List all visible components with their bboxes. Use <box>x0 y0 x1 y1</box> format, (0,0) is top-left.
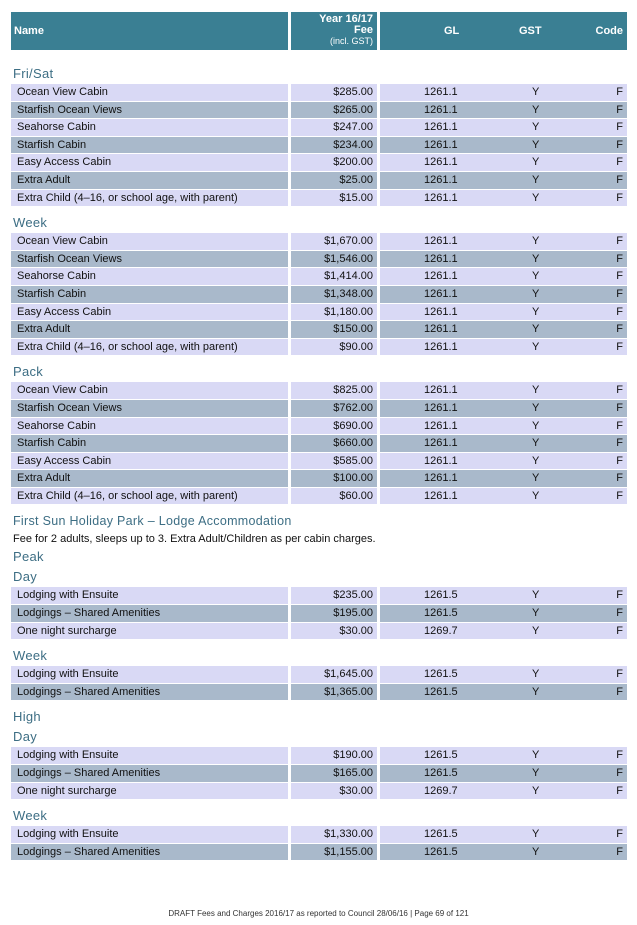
row-code: F <box>616 86 623 98</box>
row-codes <box>380 339 627 356</box>
row-name: Extra Child (4–16, or school age, with parent) <box>11 339 288 356</box>
row-code: F <box>616 235 623 248</box>
row-fee: $690.00 <box>291 418 377 435</box>
row-gst: Y <box>532 401 540 414</box>
row-fee: $200.00 <box>291 154 377 171</box>
header-fee-year: Year 16/17 <box>319 13 373 25</box>
header-name: Name <box>11 12 288 50</box>
table-row <box>11 233 627 251</box>
row-name: Ocean View Cabin <box>11 382 288 399</box>
row-gst: Y <box>532 121 540 134</box>
table-row <box>11 783 627 801</box>
row-gst: Y <box>532 252 540 265</box>
row-name: Starfish Cabin <box>11 435 288 452</box>
row-gst: Y <box>532 685 540 698</box>
row-fee: $1,414.00 <box>291 268 377 285</box>
row-code: F <box>616 472 623 485</box>
row-codes <box>380 747 627 764</box>
row-code: F <box>616 489 623 502</box>
row-codes <box>380 172 627 189</box>
row-name: Starfish Ocean Views <box>11 251 288 268</box>
row-codes <box>380 666 627 683</box>
row-gst: Y <box>532 156 540 169</box>
row-fee: $1,365.00 <box>291 684 377 701</box>
row-gst: Y <box>532 489 540 502</box>
row-gst: Y <box>532 454 540 467</box>
row-name: Lodgings – Shared Amenities <box>11 684 288 701</box>
table-row <box>11 587 627 605</box>
header-fee <box>291 12 377 50</box>
row-gst: Y <box>532 419 540 432</box>
row-gl: 1261.1 <box>424 419 458 432</box>
table-row <box>11 154 627 172</box>
fee-table <box>11 826 627 861</box>
row-gl: 1261.5 <box>424 749 458 762</box>
row-gst: Y <box>532 624 540 637</box>
row-name: Extra Adult <box>11 172 288 189</box>
row-code: F <box>616 287 623 300</box>
row-gst: Y <box>532 472 540 485</box>
row-fee: $235.00 <box>291 587 377 604</box>
row-name: Extra Child (4–16, or school age, with parent) <box>11 488 288 505</box>
row-gl: 1261.5 <box>424 685 458 698</box>
header-fee-gst-note: (incl. GST) <box>329 36 373 46</box>
row-codes <box>380 684 627 701</box>
table-row <box>11 382 627 400</box>
table-row <box>11 304 627 322</box>
table-row <box>11 102 627 120</box>
table-row <box>11 339 627 357</box>
row-name: One night surcharge <box>11 783 288 800</box>
row-name: Starfish Cabin <box>11 286 288 303</box>
section-heading: High <box>13 709 41 725</box>
row-codes <box>380 844 627 861</box>
row-gl: 1261.5 <box>424 767 458 780</box>
row-gst: Y <box>532 287 540 300</box>
table-row <box>11 453 627 471</box>
row-gst: Y <box>532 749 540 762</box>
row-code: F <box>616 607 623 620</box>
header-gl: GL <box>444 25 460 37</box>
row-name: Seahorse Cabin <box>11 418 288 435</box>
row-codes <box>380 400 627 417</box>
row-codes <box>380 321 627 338</box>
row-fee: $825.00 <box>291 382 377 399</box>
row-gl: 1261.1 <box>424 156 458 169</box>
row-code: F <box>616 419 623 432</box>
row-gst: Y <box>532 103 540 116</box>
row-code: F <box>616 121 623 134</box>
header-gst: GST <box>519 25 542 37</box>
header-code: Code <box>595 25 623 37</box>
row-gst: Y <box>532 305 540 318</box>
row-gl: 1261.5 <box>424 589 458 602</box>
row-codes <box>380 418 627 435</box>
row-name: One night surcharge <box>11 623 288 640</box>
row-gst: Y <box>532 191 540 204</box>
row-fee: $585.00 <box>291 453 377 470</box>
row-name: Easy Access Cabin <box>11 304 288 321</box>
row-fee: $25.00 <box>291 172 377 189</box>
table-row <box>11 623 627 641</box>
table-row <box>11 684 627 702</box>
row-gst: Y <box>532 828 540 841</box>
row-fee: $1,645.00 <box>291 666 377 683</box>
row-gst: Y <box>532 138 540 151</box>
row-gst: Y <box>532 845 540 858</box>
row-codes <box>380 190 627 207</box>
row-codes <box>380 251 627 268</box>
fee-table <box>11 747 627 800</box>
row-name: Extra Child (4–16, or school age, with parent) <box>11 190 288 207</box>
section-heading: Week <box>13 808 48 824</box>
table-row <box>11 84 627 102</box>
table-row <box>11 286 627 304</box>
table-row <box>11 435 627 453</box>
row-name: Starfish Ocean Views <box>11 102 288 119</box>
row-code: F <box>616 173 623 186</box>
row-name: Easy Access Cabin <box>11 154 288 171</box>
row-codes <box>380 765 627 782</box>
row-gst: Y <box>532 384 540 397</box>
fee-table <box>11 587 627 640</box>
row-gl: 1261.1 <box>424 287 458 300</box>
row-name: Lodgings – Shared Amenities <box>11 844 288 861</box>
row-codes <box>380 119 627 136</box>
section-note: Fee for 2 adults, sleeps up to 3. Extra Adult/Children as per cabin charges. <box>13 533 376 546</box>
row-gl: 1261.1 <box>424 86 458 98</box>
row-codes <box>380 102 627 119</box>
section-heading: Day <box>13 729 38 745</box>
row-fee: $265.00 <box>291 102 377 119</box>
row-codes <box>380 470 627 487</box>
table-row <box>11 172 627 190</box>
table-row <box>11 470 627 488</box>
row-codes <box>380 605 627 622</box>
row-name: Starfish Cabin <box>11 137 288 154</box>
row-code: F <box>616 103 623 116</box>
table-row <box>11 321 627 339</box>
row-fee: $30.00 <box>291 783 377 800</box>
row-code: F <box>616 138 623 151</box>
row-fee: $1,348.00 <box>291 286 377 303</box>
row-code: F <box>616 156 623 169</box>
row-fee: $1,546.00 <box>291 251 377 268</box>
row-code: F <box>616 437 623 450</box>
row-gst: Y <box>532 607 540 620</box>
table-row <box>11 844 627 862</box>
table-row <box>11 190 627 208</box>
row-gl: 1261.1 <box>424 173 458 186</box>
row-fee: $100.00 <box>291 470 377 487</box>
row-fee: $150.00 <box>291 321 377 338</box>
fee-table <box>11 233 627 356</box>
row-gl: 1261.1 <box>424 305 458 318</box>
row-gl: 1269.7 <box>424 624 458 637</box>
row-name: Ocean View Cabin <box>11 84 288 101</box>
row-gl: 1261.1 <box>424 103 458 116</box>
table-row <box>11 251 627 269</box>
header-fee-label: Fee <box>354 24 373 36</box>
row-code: F <box>616 589 623 602</box>
row-gl: 1261.1 <box>424 437 458 450</box>
row-fee: $195.00 <box>291 605 377 622</box>
row-gl: 1261.1 <box>424 340 458 353</box>
row-codes <box>380 84 627 101</box>
table-row <box>11 418 627 436</box>
row-gl: 1261.1 <box>424 323 458 336</box>
row-gl: 1261.1 <box>424 454 458 467</box>
table-row <box>11 400 627 418</box>
row-code: F <box>616 685 623 698</box>
row-code: F <box>616 749 623 762</box>
section-heading: Peak <box>13 549 44 565</box>
row-code: F <box>616 191 623 204</box>
row-fee: $60.00 <box>291 488 377 505</box>
row-code: F <box>616 828 623 841</box>
row-codes <box>380 488 627 505</box>
row-code: F <box>616 323 623 336</box>
section-heading: Pack <box>13 364 44 380</box>
section-heading: Day <box>13 569 38 585</box>
row-gl: 1261.1 <box>424 191 458 204</box>
row-name: Lodging with Ensuite <box>11 747 288 764</box>
section-gap <box>11 861 627 867</box>
row-fee: $1,180.00 <box>291 304 377 321</box>
row-codes <box>380 304 627 321</box>
row-code: F <box>616 305 623 318</box>
row-gst: Y <box>532 437 540 450</box>
row-gst: Y <box>532 784 540 797</box>
section-heading: First Sun Holiday Park – Lodge Accommodation <box>13 514 292 529</box>
row-name: Lodging with Ensuite <box>11 666 288 683</box>
row-code: F <box>616 767 623 780</box>
fee-table <box>11 382 627 505</box>
row-name: Starfish Ocean Views <box>11 400 288 417</box>
section-heading: Week <box>13 648 48 664</box>
row-code: F <box>616 784 623 797</box>
fee-table <box>11 84 627 207</box>
row-code: F <box>616 668 623 681</box>
row-fee: $660.00 <box>291 435 377 452</box>
row-code: F <box>616 252 623 265</box>
row-name: Seahorse Cabin <box>11 119 288 136</box>
row-codes <box>380 137 627 154</box>
row-fee: $15.00 <box>291 190 377 207</box>
table-header <box>11 12 627 50</box>
row-code: F <box>616 624 623 637</box>
row-gst: Y <box>532 589 540 602</box>
section-heading: Week <box>13 215 48 231</box>
row-fee: $234.00 <box>291 137 377 154</box>
row-code: F <box>616 845 623 858</box>
row-gl: 1261.1 <box>424 121 458 134</box>
row-code: F <box>616 401 623 414</box>
row-gst: Y <box>532 340 540 353</box>
row-codes <box>380 286 627 303</box>
row-code: F <box>616 340 623 353</box>
row-gl: 1261.1 <box>424 489 458 502</box>
row-code: F <box>616 454 623 467</box>
table-row <box>11 826 627 844</box>
row-gl: 1261.1 <box>424 270 458 283</box>
row-gst: Y <box>532 323 540 336</box>
row-name: Ocean View Cabin <box>11 233 288 250</box>
row-fee: $1,155.00 <box>291 844 377 861</box>
row-fee: $247.00 <box>291 119 377 136</box>
row-name: Easy Access Cabin <box>11 453 288 470</box>
row-gl: 1261.5 <box>424 668 458 681</box>
table-row <box>11 747 627 765</box>
table-row <box>11 488 627 506</box>
row-codes <box>380 587 627 604</box>
row-codes <box>380 783 627 800</box>
table-row <box>11 605 627 623</box>
table-row <box>11 119 627 137</box>
row-gst: Y <box>532 668 540 681</box>
row-gst: Y <box>532 767 540 780</box>
row-gl: 1261.1 <box>424 384 458 397</box>
fees-content <box>11 64 627 867</box>
table-row <box>11 268 627 286</box>
row-fee: $30.00 <box>291 623 377 640</box>
row-code: F <box>616 384 623 397</box>
row-gst: Y <box>532 270 540 283</box>
row-name: Lodging with Ensuite <box>11 587 288 604</box>
row-codes <box>380 826 627 843</box>
row-gst: Y <box>532 173 540 186</box>
row-name: Seahorse Cabin <box>11 268 288 285</box>
row-codes <box>380 453 627 470</box>
row-fee: $1,670.00 <box>291 233 377 250</box>
row-fee: $1,330.00 <box>291 826 377 843</box>
section-heading: Fri/Sat <box>13 66 54 81</box>
table-row <box>11 666 627 684</box>
row-gl: 1269.7 <box>424 784 458 797</box>
header-codes <box>380 12 627 50</box>
table-row <box>11 765 627 783</box>
row-fee: $165.00 <box>291 765 377 782</box>
row-codes <box>380 233 627 250</box>
row-name: Extra Adult <box>11 321 288 338</box>
row-name: Lodgings – Shared Amenities <box>11 605 288 622</box>
row-gl: 1261.5 <box>424 607 458 620</box>
row-gl: 1261.5 <box>424 828 458 841</box>
row-fee: $190.00 <box>291 747 377 764</box>
row-gl: 1261.1 <box>424 235 458 248</box>
row-fee: $90.00 <box>291 339 377 356</box>
row-codes <box>380 268 627 285</box>
row-codes <box>380 154 627 171</box>
row-gl: 1261.5 <box>424 845 458 858</box>
row-gl: 1261.1 <box>424 472 458 485</box>
row-name: Lodgings – Shared Amenities <box>11 765 288 782</box>
row-gl: 1261.1 <box>424 252 458 265</box>
row-codes <box>380 623 627 640</box>
row-fee: $285.00 <box>291 84 377 101</box>
row-gl: 1261.1 <box>424 138 458 151</box>
row-code: F <box>616 270 623 283</box>
table-row <box>11 137 627 155</box>
row-codes <box>380 435 627 452</box>
row-gst: Y <box>532 86 540 98</box>
row-gl: 1261.1 <box>424 401 458 414</box>
row-gst: Y <box>532 235 540 248</box>
page-footer: DRAFT Fees and Charges 2016/17 as reported to Council 28/06/16 | Page 69 of 121 <box>168 909 469 918</box>
row-name: Lodging with Ensuite <box>11 826 288 843</box>
row-name: Extra Adult <box>11 470 288 487</box>
fee-table <box>11 666 627 701</box>
row-fee: $762.00 <box>291 400 377 417</box>
row-codes <box>380 382 627 399</box>
